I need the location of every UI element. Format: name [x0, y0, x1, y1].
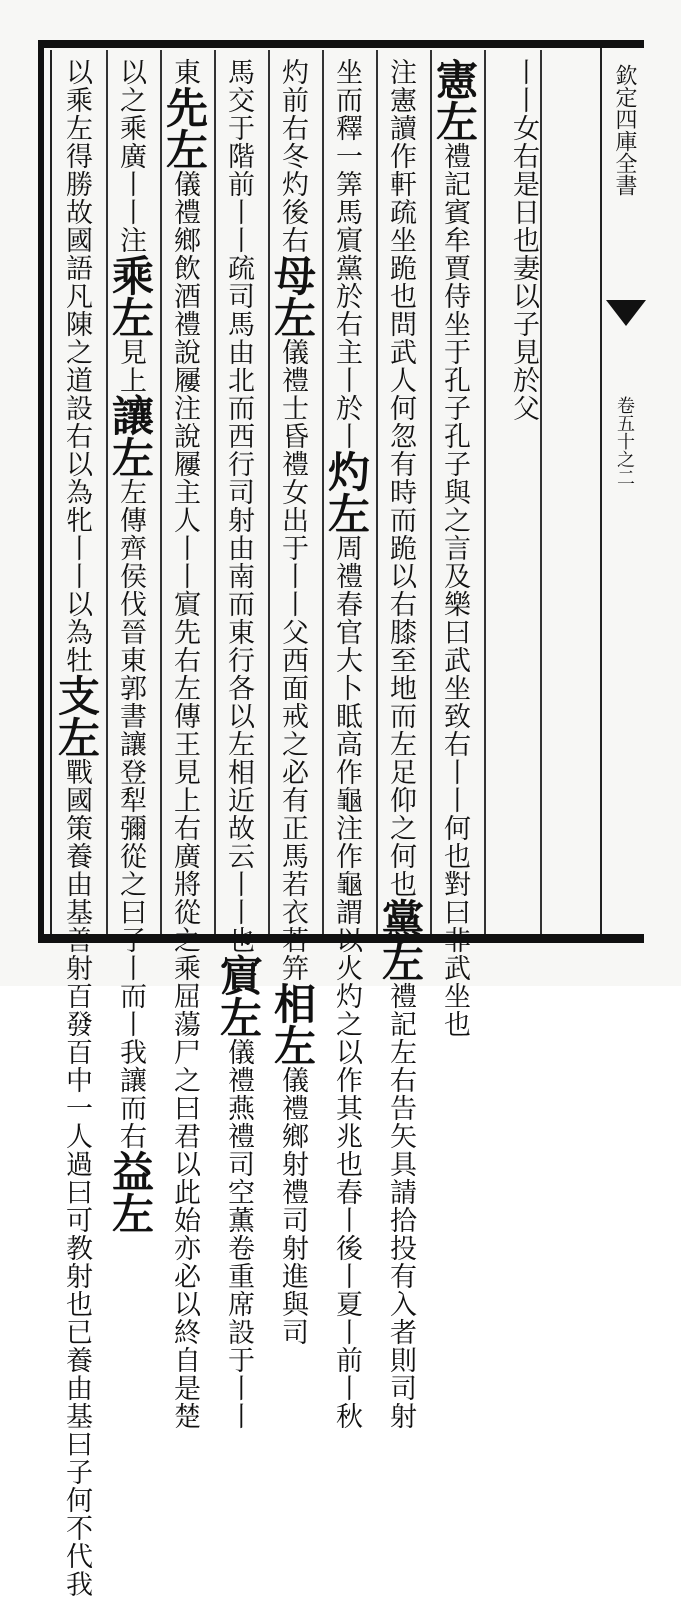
annotation-text: 丨丨女右是日也妻以子見於父 [508, 58, 539, 422]
text-column-4 [322, 58, 376, 1430]
text-column-8 [106, 58, 160, 1234]
annotation-text: 注憲讀作軒疏坐跪也問武人何忽有時而跪以右膝至地而左足仰之何也 [385, 58, 416, 898]
annotation-text: 儀禮士昏禮女出于丨丨父西面戒之必有正馬若衣若笄 [277, 338, 308, 982]
heading-term: 乘左 [106, 254, 155, 338]
fishtail-mark [606, 300, 646, 326]
annotation-text: 儀禮燕禮司空薫卷重席設于丨丨 [223, 1038, 254, 1430]
center-margin-line [600, 48, 602, 934]
heading-term: 母左 [268, 254, 317, 338]
heading-term: 灼左 [322, 450, 371, 534]
annotation-text: 見上 [115, 338, 146, 394]
heading-term: 黨左 [376, 898, 425, 982]
heading-term: 相左 [268, 982, 317, 1066]
heading-term: 益左 [106, 1150, 155, 1234]
annotation-text: 灼前右冬灼後右 [277, 58, 308, 254]
heading-term: 賔左 [214, 954, 263, 1038]
annotation-text: 以乘左得勝故國語凡陳之道設右以為牝丨丨以為牡 [61, 58, 92, 674]
text-column-2 [430, 58, 484, 1038]
annotation-text: 左傳齊侯伐晉東郭書讓登犁彌從之曰子丨而丨我讓而右 [115, 478, 146, 1150]
annotation-text: 儀禮鄉射禮司射進與司 [277, 1066, 308, 1346]
heading-term: 憲左 [430, 58, 479, 142]
heading-term: 先左 [160, 86, 209, 170]
edge-book-title: 欽定四庫全書 [612, 64, 637, 196]
text-column-6 [214, 58, 268, 1430]
frame-left-border [38, 40, 44, 943]
text-column-9 [52, 58, 106, 1598]
column-rule [484, 50, 486, 934]
column-rule [540, 50, 542, 934]
text-column-5 [268, 58, 322, 1346]
annotation-text: 馬交于階前丨丨疏司馬由北而西行司射由南而東行各以左相近故云丨丨也 [223, 58, 254, 954]
annotation-text: 儀禮鄉飲酒禮說屨注說屨主人丨丨賔先右左傳王見上右廣將從之乘屈蕩尸之曰君以此始亦必以終自是楚 [169, 170, 200, 1430]
annotation-text: 以之乘廣丨丨注 [115, 58, 146, 254]
annotation-text: 禮記賓牟賈侍坐于孔子孔子與之言及樂曰武坐致右丨丨何也對曰非武坐也 [439, 142, 470, 1038]
heading-term: 讓左 [106, 394, 155, 478]
annotation-text: 坐而釋一筭馬賔黨於右主丨於丨 [331, 58, 362, 450]
text-column-3 [376, 58, 430, 1430]
heading-term: 支左 [52, 674, 101, 758]
edge-juan-number: 卷五十之二 [614, 396, 635, 486]
text-column-7 [160, 58, 214, 1430]
annotation-text: 戰國策養由基善射百發百中一人過曰可教射也已養由基曰子何不代我 [61, 758, 92, 1598]
annotation-text: 周禮春官大卜眡高作龜注作龜謂以火灼之以作其兆也春丨後丨夏丨前丨秋 [331, 534, 362, 1430]
text-column-1 [488, 58, 538, 928]
frame-top-border [40, 40, 644, 48]
annotation-text: 禮記左右告矢具請拾投有入者則司射 [385, 982, 416, 1430]
annotation-text: 東 [169, 58, 200, 86]
